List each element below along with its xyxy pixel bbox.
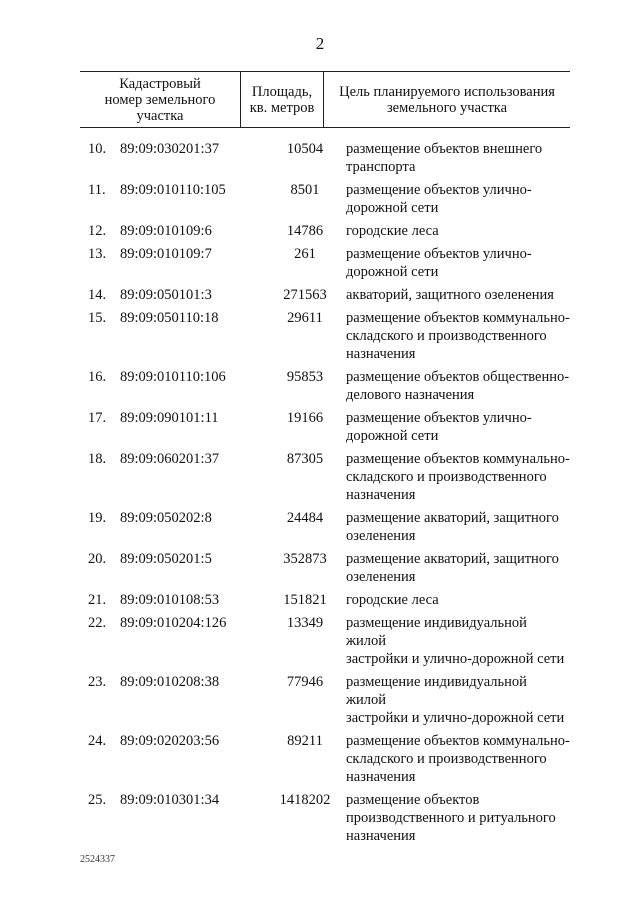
cadastral-number: 89:09:010109:6 xyxy=(120,223,212,239)
cadastral-number: 89:09:010208:38 xyxy=(120,674,220,690)
cadastral-number: 89:09:050101:3 xyxy=(120,287,212,303)
table-row xyxy=(80,409,570,450)
purpose-text: городские леса xyxy=(346,223,439,239)
purpose-text: размещение индивидуальной жилой застройки и улично-дорожной сети xyxy=(346,674,565,726)
table-row xyxy=(80,309,570,368)
purpose-text: размещение акваторий, защитного озеленения xyxy=(346,510,559,544)
cadastral-number: 89:09:090101:11 xyxy=(120,410,219,426)
table-row xyxy=(80,140,570,181)
cadastral-number: 89:09:010110:106 xyxy=(120,369,226,385)
table-row xyxy=(80,245,570,286)
table-row xyxy=(80,591,570,614)
row-number: 23. xyxy=(88,674,107,690)
table-row xyxy=(80,732,570,791)
area-value: 10504 xyxy=(286,141,324,157)
area-value: 95853 xyxy=(286,369,324,385)
row-number: 18. xyxy=(88,451,107,467)
table-row xyxy=(80,673,570,732)
area-value: 29611 xyxy=(287,310,323,326)
purpose-text: городские леса xyxy=(346,592,439,608)
cadastral-number: 89:09:060201:37 xyxy=(120,451,220,467)
row-number: 25. xyxy=(88,792,107,808)
table-row xyxy=(80,791,570,850)
purpose-text: размещение объектов улично- дорожной сети xyxy=(346,182,532,216)
table-row xyxy=(80,509,570,550)
area-value: 151821 xyxy=(283,592,327,608)
purpose-text: размещение индивидуальной жилой застройки и улично-дорожной сети xyxy=(346,615,565,667)
table-row xyxy=(80,286,570,309)
area-value: 87305 xyxy=(286,451,324,467)
row-number: 21. xyxy=(88,592,107,608)
document-code: 2524337 xyxy=(80,854,115,865)
cadastral-number: 89:09:050110:18 xyxy=(120,310,219,326)
cadastral-number: 89:09:010110:105 xyxy=(120,182,226,198)
table-row xyxy=(80,550,570,591)
area-value: 1418202 xyxy=(279,792,331,808)
table-header-rule xyxy=(80,127,570,128)
table-row xyxy=(80,450,570,509)
row-number: 17. xyxy=(88,410,107,426)
row-number: 14. xyxy=(88,287,107,303)
table-row xyxy=(80,181,570,222)
row-number: 19. xyxy=(88,510,107,526)
cadastral-number: 89:09:010108:53 xyxy=(120,592,220,608)
purpose-text: размещение объектов улично- дорожной сети xyxy=(346,246,532,280)
row-number: 20. xyxy=(88,551,107,567)
area-value: 14786 xyxy=(286,223,324,239)
purpose-text: размещение объектов коммунально- складского и производственного назначения xyxy=(346,310,570,362)
area-value: 261 xyxy=(294,246,316,262)
purpose-text: акваторий, защитного озеленения xyxy=(346,287,554,303)
row-number: 16. xyxy=(88,369,107,385)
cadastral-number: 89:09:050202:8 xyxy=(120,510,212,526)
area-value: 8501 xyxy=(290,182,320,198)
table-row xyxy=(80,614,570,673)
table-row xyxy=(80,222,570,245)
purpose-text: размещение акваторий, защитного озеленения xyxy=(346,551,559,585)
row-number: 10. xyxy=(88,141,107,157)
page-number: 2 xyxy=(315,34,325,53)
table-body xyxy=(80,140,570,850)
purpose-text: размещение объектов улично- дорожной сети xyxy=(346,410,532,444)
row-number: 22. xyxy=(88,615,107,631)
purpose-text: размещение объектов производственного и ритуального назначения xyxy=(346,792,556,844)
area-value: 352873 xyxy=(283,551,327,567)
land-plots-table xyxy=(80,71,570,850)
area-value: 77946 xyxy=(286,674,324,690)
area-value: 13349 xyxy=(286,615,324,631)
area-value: 24484 xyxy=(286,510,324,526)
area-value: 271563 xyxy=(283,287,327,303)
row-number: 11. xyxy=(88,182,106,198)
header-cadastral-number: Кадастровый номер земельного участка xyxy=(104,75,216,124)
cadastral-number: 89:09:010204:126 xyxy=(120,615,227,631)
cadastral-number: 89:09:050201:5 xyxy=(120,551,212,567)
area-value: 89211 xyxy=(287,733,323,749)
cadastral-number: 89:09:010301:34 xyxy=(120,792,220,808)
cadastral-number: 89:09:020203:56 xyxy=(120,733,220,749)
purpose-text: размещение объектов коммунально- складского и производственного назначения xyxy=(346,451,570,503)
table-header xyxy=(80,72,570,127)
row-number: 15. xyxy=(88,310,107,326)
purpose-text: размещение объектов коммунально- складского и производственного назначения xyxy=(346,733,570,785)
row-number: 13. xyxy=(88,246,107,262)
row-number: 12. xyxy=(88,223,107,239)
cadastral-number: 89:09:030201:37 xyxy=(120,141,220,157)
row-number: 24. xyxy=(88,733,107,749)
cadastral-number: 89:09:010109:7 xyxy=(120,246,212,262)
header-area: Площадь, кв. метров xyxy=(240,72,324,127)
purpose-text: размещение объектов общественно- делового назначения xyxy=(346,369,570,403)
header-purpose: Цель планируемого использования земельного участка xyxy=(339,83,555,116)
area-value: 19166 xyxy=(286,410,324,426)
purpose-text: размещение объектов внешнего транспорта xyxy=(346,141,543,175)
table-row xyxy=(80,368,570,409)
